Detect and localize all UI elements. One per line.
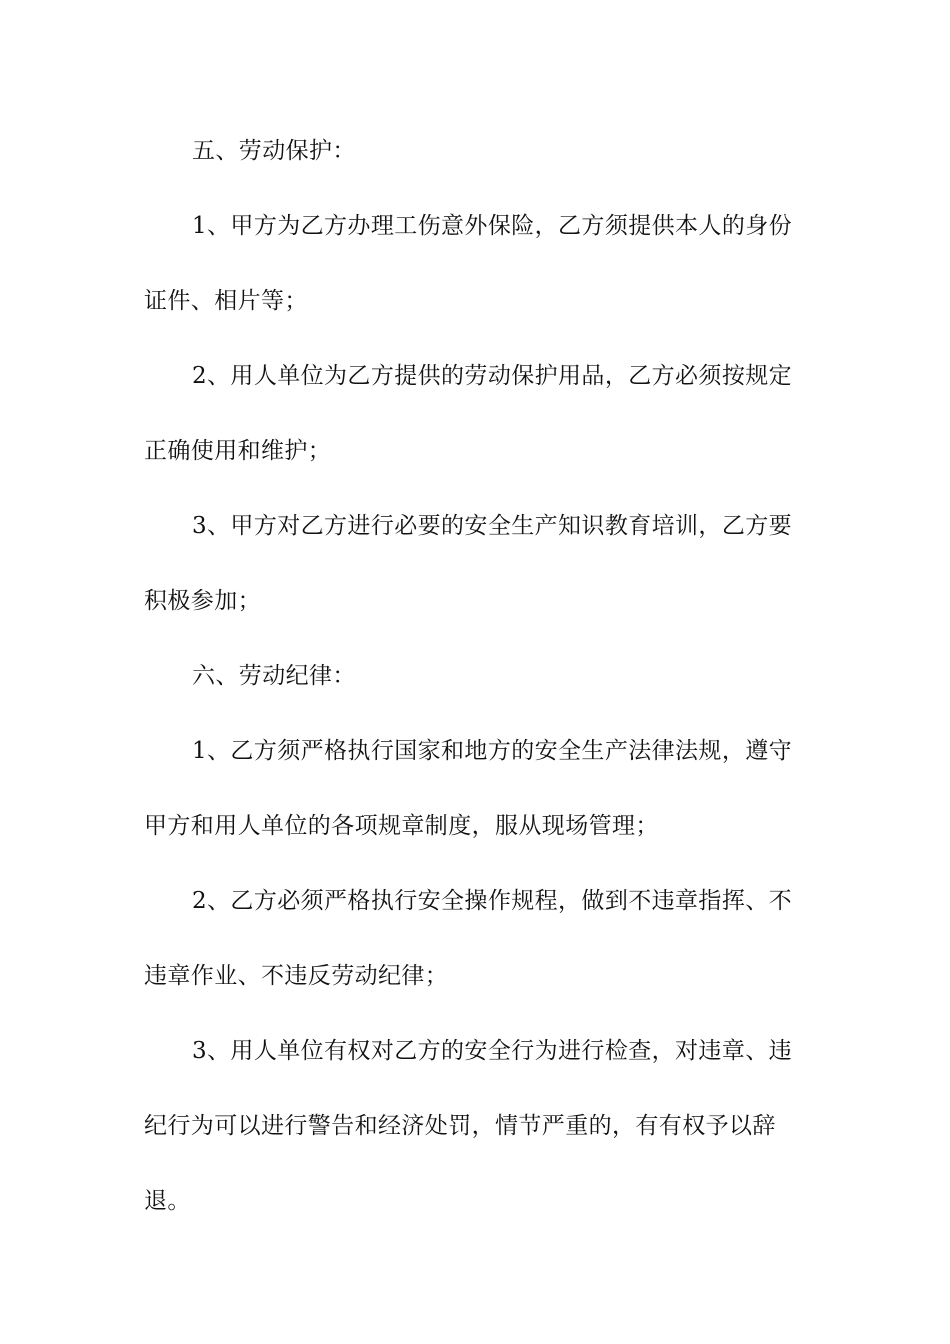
paragraph-line: 1、甲方为乙方办理工伤意外保险，乙方须提供本人的身份 — [192, 213, 793, 239]
paragraph-line: 2、用人单位为乙方提供的劳动保护用品，乙方必须按规定 — [192, 363, 793, 389]
paragraph-line: 正确使用和维护； — [144, 438, 332, 464]
paragraph-line: 甲方和用人单位的各项规章制度，服从现场管理； — [144, 813, 659, 839]
section-heading-labor-discipline: 六、劳动纪律： — [192, 663, 356, 689]
paragraph-line: 证件、相片等； — [144, 288, 308, 314]
paragraph-line: 3、甲方对乙方进行必要的安全生产知识教育培训，乙方要 — [192, 513, 793, 539]
section-heading-labor-protection: 五、劳动保护： — [192, 138, 356, 164]
paragraph-line: 纪行为可以进行警告和经济处罚，情节严重的，有有权予以辞 — [144, 1113, 776, 1139]
paragraph-line: 违章作业、不违反劳动纪律； — [144, 963, 449, 989]
paragraph-line: 3、用人单位有权对乙方的安全行为进行检查，对违章、违 — [192, 1038, 793, 1064]
paragraph-line: 1、乙方须严格执行国家和地方的安全生产法律法规，遵守 — [192, 738, 793, 764]
paragraph-line: 积极参加； — [144, 588, 261, 614]
paragraph-line: 2、乙方必须严格执行安全操作规程，做到不违章指挥、不 — [192, 888, 793, 914]
paragraph-line: 退。 — [144, 1188, 191, 1214]
